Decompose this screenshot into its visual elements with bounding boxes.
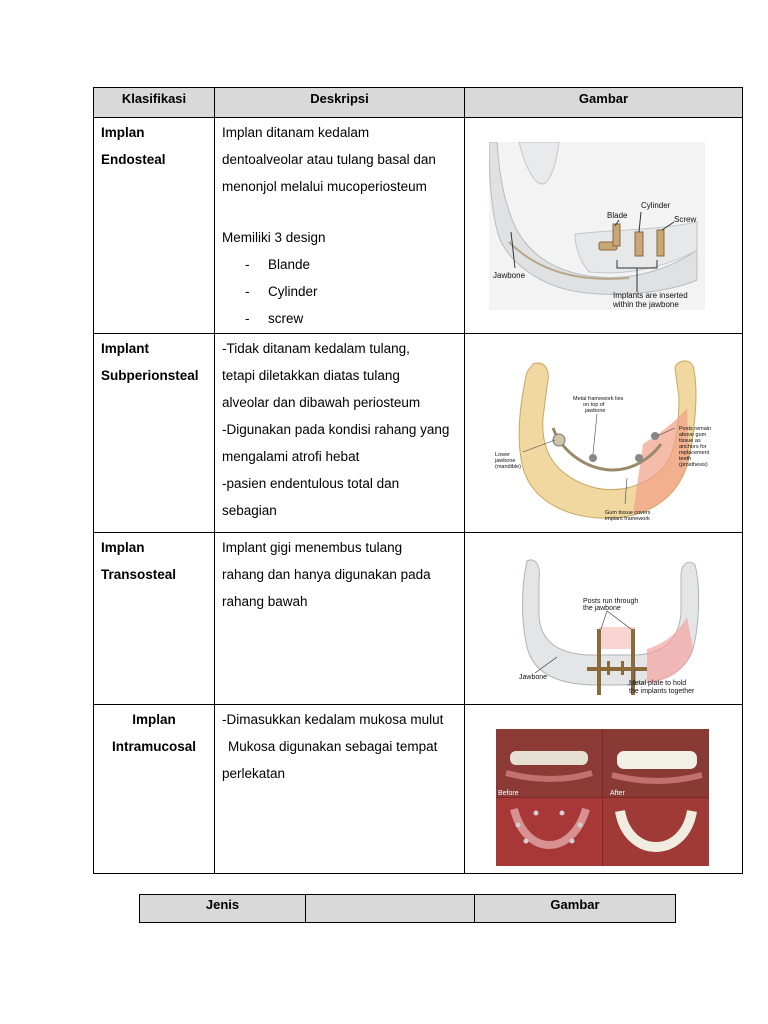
- framework-label-2: on top of: [583, 402, 605, 408]
- gambar-cell: [465, 533, 743, 705]
- klasifikasi-cell: Implan Transosteal: [94, 533, 215, 705]
- gambar-cell: [465, 334, 743, 533]
- list-item: - screw: [245, 305, 457, 332]
- list-item: - Blande: [245, 251, 457, 278]
- before-label: Before: [498, 790, 519, 797]
- table-header-row: [94, 88, 743, 118]
- table-row-subperiosteal: [94, 334, 743, 533]
- posts-label-6: teeth: [679, 456, 692, 462]
- header-gambar: Gambar: [465, 88, 743, 118]
- jawbone-label: Jawbone: [519, 674, 548, 681]
- endosteal-implant-illustration: [489, 142, 705, 310]
- posts-label-2: above gum: [679, 432, 707, 438]
- posts-label-3: tissue as: [679, 438, 701, 444]
- deskripsi-cell: -Dimasukkan kedalam mukosa mulut Mukosa digunakan sebagai tempat perlekatan: [215, 705, 465, 874]
- deskripsi-cell: Implant gigi menembus tulang rahang dan hanya digunakan pada rahang bawah: [215, 533, 465, 705]
- posts-label-2: the jawbone: [583, 605, 621, 612]
- klasifikasi-cell: Implan Endosteal: [94, 118, 215, 334]
- posts-label-7: (prosthesis): [679, 462, 708, 468]
- gambar-cell: [465, 705, 743, 874]
- posts-label-4: anchors for: [679, 444, 707, 450]
- klasifikasi-cell: Implant Subperionsteal: [94, 334, 215, 533]
- subperiosteal-implant-illustration: [493, 358, 713, 526]
- header-gambar: Gambar: [475, 895, 676, 923]
- lower-jawbone-label-3: (mandible): [495, 464, 521, 470]
- gum-label-2: implant framework: [605, 516, 650, 522]
- table-row-endosteal: [94, 118, 743, 334]
- intramucosal-photo-grid: [496, 729, 709, 866]
- gum-label-1: Gum tissue covers: [605, 510, 651, 516]
- gambar-cell: [465, 118, 743, 334]
- posts-label-5: replacement: [679, 450, 710, 456]
- plate-label-1: Metal plate to hold: [629, 680, 687, 687]
- plate-label-2: the implants together: [629, 688, 695, 695]
- deskripsi-cell: Implan ditanam kedalam dentoalveolar atau tulang basal dan menonjol melalui mucoperiosteum Memiliki 3 design - Blande - Cylinder - screw: [215, 118, 465, 334]
- inserted-label-1: Implants are inserted: [613, 291, 688, 300]
- lower-jawbone-label-2: jawbone: [495, 458, 516, 464]
- jenis-table: [139, 894, 676, 923]
- screw-label: Screw: [674, 215, 697, 224]
- klasifikasi-cell: Implan Intramucosal: [94, 705, 215, 874]
- header-empty: [306, 895, 475, 923]
- transosteal-implant-illustration: [517, 557, 701, 699]
- posts-label-1: Posts remain: [679, 426, 712, 432]
- header-deskripsi: Deskripsi: [215, 88, 465, 118]
- table-row-transosteal: [94, 533, 743, 705]
- list-item: - Cylinder: [245, 278, 457, 305]
- design-list: [222, 251, 457, 332]
- framework-label-3: jawbone: [585, 408, 606, 414]
- blade-label: Blade: [607, 211, 628, 220]
- header-jenis: Jenis: [140, 895, 306, 923]
- table-header-row: [140, 895, 676, 923]
- lower-jawbone-label-1: Lower: [495, 452, 510, 458]
- inserted-label-2: within the jawbone: [613, 300, 679, 309]
- classification-table: [93, 87, 743, 874]
- jawbone-label: Jawbone: [493, 271, 526, 280]
- cylinder-label: Cylinder: [641, 201, 671, 210]
- header-klasifikasi: Klasifikasi: [94, 88, 215, 118]
- posts-label-1: Posts run through: [583, 598, 639, 605]
- framework-label-1: Metal framework lies: [573, 396, 624, 402]
- deskripsi-cell: -Tidak ditanam kedalam tulang, tetapi diletakkan diatas tulang alveolar dan dibawah periosteum -Digunakan pada kondisi rahang yang mengalami atrofi hebat -pasien endentulous total dan sebagian: [215, 334, 465, 533]
- table-row-intramucosal: [94, 705, 743, 874]
- after-label: After: [610, 790, 625, 797]
